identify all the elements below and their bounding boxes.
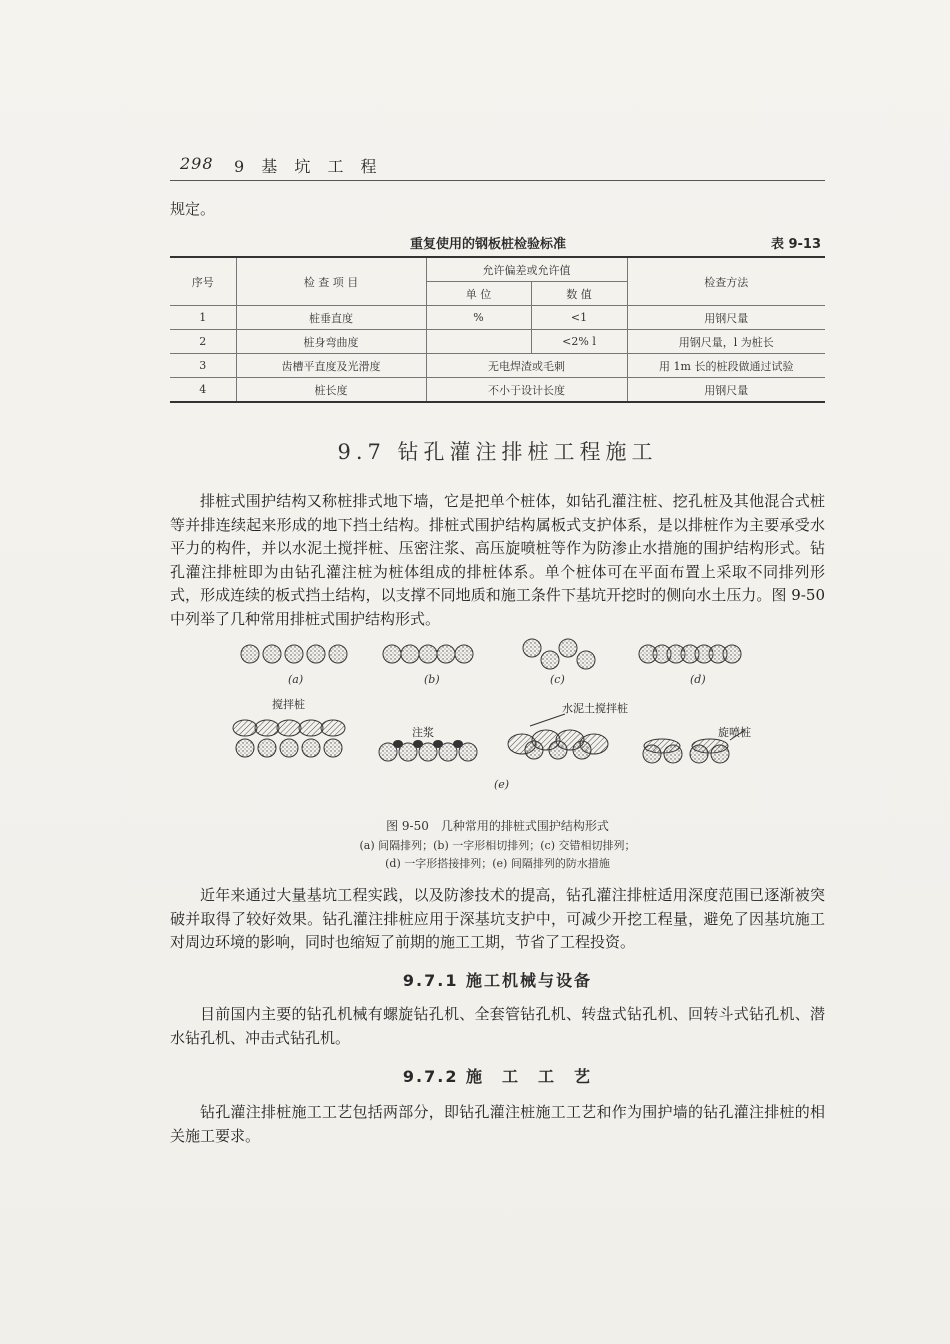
label-a: (a) bbox=[288, 673, 304, 686]
section-title: 9.7 钻孔灌注排桩工程施工 bbox=[337, 440, 658, 464]
label-d: (d) bbox=[690, 673, 706, 686]
table-row bbox=[170, 354, 825, 378]
cell-index: 2 bbox=[170, 330, 236, 354]
subsection-title-1: 9.7.1 施工机械与设备 bbox=[402, 971, 593, 990]
figure-caption-line1: (a) 间隔排列；(b) 一字形相切排列；(c) 交错相切排列； bbox=[359, 839, 636, 852]
inspection-table bbox=[170, 256, 825, 403]
diagram-c bbox=[523, 639, 595, 669]
note-cement-mix: 水泥土搅拌桩 bbox=[562, 702, 628, 715]
paragraph-text: 排桩式围护结构又称桩排式地下墙，它是把单个桩体，如钻孔灌注桩、挖孔桩及其他混合式桩等并排连续起来形成的地下挡土结构。排桩式围护结构属板式支护体系，是以排桩作为主要承受水平力的构件，并以水泥土搅拌桩、压密注浆、高压旋喷桩等作为防渗止水措施的围护结构形式。钻孔灌注排桩即为由钻孔灌注桩为桩体组成的排桩体系。单个桩体可在平面布置上采取不同排列形式，形成连续的板式挡土结构，以支撑不同地质和施工条件下基坑开挖时的侧向水土压力。图 9-50 中列举了几种常用排桩式围护结构形式。 bbox=[170, 492, 825, 628]
table-title: 重复使用的钢板桩检验标准 bbox=[410, 237, 567, 252]
label-c: (c) bbox=[550, 673, 565, 686]
header-index: 序号 bbox=[170, 257, 236, 306]
diagram-b bbox=[383, 645, 473, 663]
note-mix-pile: 搅拌桩 bbox=[272, 698, 305, 711]
paragraph-4 bbox=[170, 1101, 825, 1148]
paragraph-1 bbox=[170, 490, 825, 631]
cell-method: 用钢尺量 bbox=[627, 306, 825, 330]
diagram-e2 bbox=[379, 740, 477, 761]
note-grout: 注浆 bbox=[412, 726, 434, 739]
cell-index: 3 bbox=[170, 354, 236, 378]
chapter-title: 9 基 坑 工 程 bbox=[234, 157, 383, 176]
cell-method: 用 1m 长的桩段做通过试验 bbox=[627, 354, 825, 378]
table-header-row bbox=[170, 257, 825, 282]
paragraph-text: 钻孔灌注排桩施工工艺包括两部分，即钻孔灌注桩施工工艺和作为围护墙的钻孔灌注排桩的相关施工要求。 bbox=[170, 1103, 825, 1145]
label-b: (b) bbox=[424, 673, 440, 686]
cell-method: 用钢尺量 bbox=[627, 378, 825, 403]
table-row bbox=[170, 306, 825, 330]
cell-index: 1 bbox=[170, 306, 236, 330]
figure-9-50 bbox=[170, 634, 825, 824]
table-row bbox=[170, 378, 825, 403]
cell-item: 桩长度 bbox=[236, 378, 426, 403]
page-number: 298 bbox=[180, 154, 214, 173]
cell-unit: % bbox=[426, 306, 531, 330]
header-unit: 单 位 bbox=[426, 282, 531, 306]
table-caption bbox=[170, 233, 825, 251]
diagram-a bbox=[241, 645, 347, 663]
paragraph-text: 目前国内主要的钻孔机械有螺旋钻孔机、全套管钻孔机、转盘式钻孔机、回转斗式钻孔机、潜水钻孔机、冲击式钻孔机。 bbox=[170, 1005, 825, 1047]
cell-value: <1 bbox=[531, 306, 627, 330]
subsection-title-2: 9.7.2 施 工 工 艺 bbox=[402, 1067, 593, 1086]
diagram-e3 bbox=[508, 714, 608, 759]
cell-item: 齿槽平直度及光滑度 bbox=[236, 354, 426, 378]
intro-fragment: 规定。 bbox=[170, 200, 216, 218]
page-header bbox=[170, 150, 825, 181]
header-item: 检 查 项 目 bbox=[236, 257, 426, 306]
diagram-d bbox=[639, 645, 741, 663]
header-tolerance: 允许偏差或允许值 bbox=[426, 257, 627, 282]
table-number: 表 9-13 bbox=[770, 237, 821, 252]
paragraph-3 bbox=[170, 1003, 825, 1050]
note-jet-pile: 旋喷桩 bbox=[718, 726, 751, 739]
cell-value: <2% l bbox=[531, 330, 627, 354]
table-row bbox=[170, 330, 825, 354]
diagram-e1 bbox=[233, 720, 345, 757]
figure-caption: 图 9-50 几种常用的排桩式围护结构形式 bbox=[386, 819, 609, 833]
cell-item: 桩垂直度 bbox=[236, 306, 426, 330]
header-method: 检查方法 bbox=[627, 257, 825, 306]
cell-item: 桩身弯曲度 bbox=[236, 330, 426, 354]
figure-caption-line2: (d) 一字形搭接排列；(e) 间隔排列的防水措施 bbox=[385, 857, 610, 870]
cell-unit bbox=[426, 330, 531, 354]
paragraph-2 bbox=[170, 884, 825, 955]
header-value: 数 值 bbox=[531, 282, 627, 306]
paragraph-text: 近年来通过大量基坑工程实践，以及防渗技术的提高，钻孔灌注排桩适用深度范围已逐渐被突破并取得了较好效果。钻孔灌注排桩应用于深基坑支护中，可减少开挖工程量，避免了因基坑施工对周边环境的影响，同时也缩短了前期的施工工期，节省了工程投资。 bbox=[170, 886, 825, 951]
cell-method: 用钢尺量，l 为桩长 bbox=[627, 330, 825, 354]
label-e: (e) bbox=[494, 778, 510, 791]
cell-merged: 不小于设计长度 bbox=[426, 378, 627, 403]
cell-merged: 无电焊渣或毛刺 bbox=[426, 354, 627, 378]
cell-index: 4 bbox=[170, 378, 236, 403]
